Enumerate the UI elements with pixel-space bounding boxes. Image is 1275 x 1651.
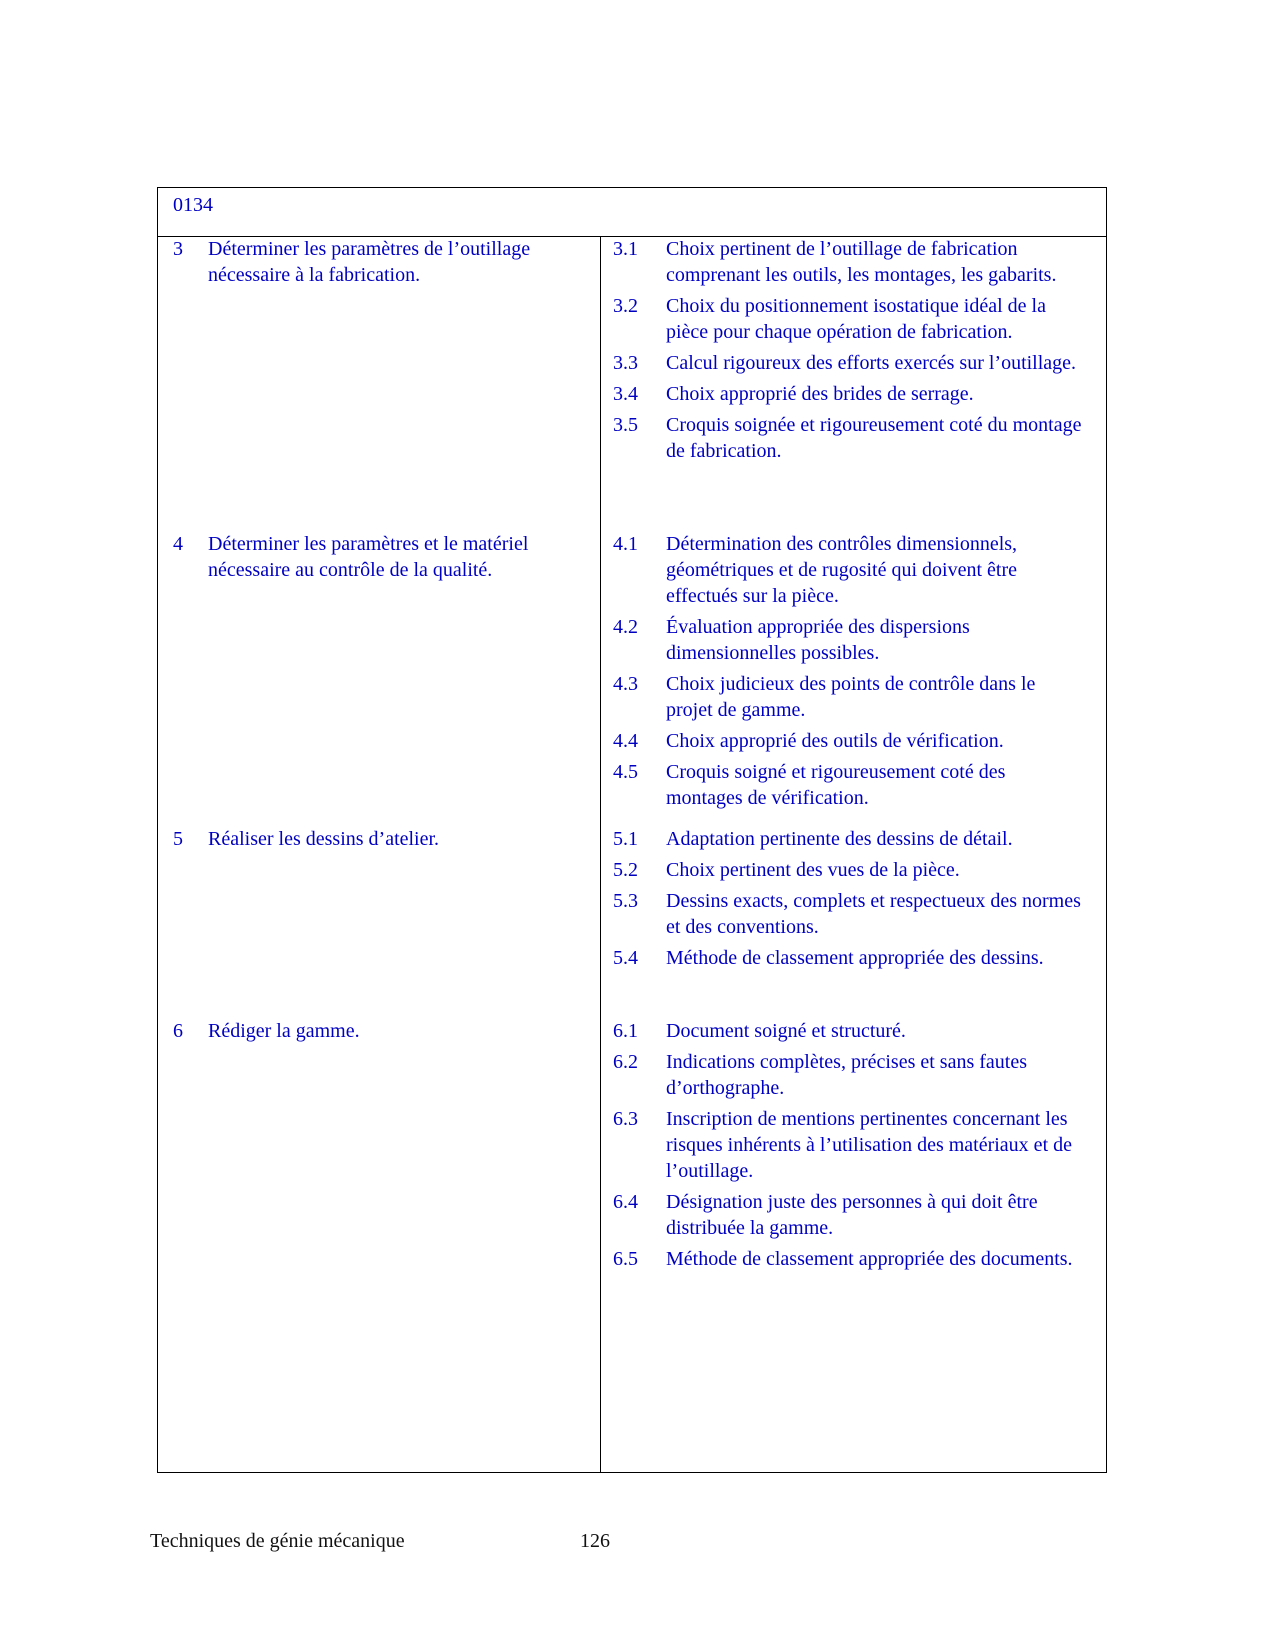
criterion-text: Choix pertinent de l’outillage de fabrication comprenant les outils, les montages, les gabarits. [666, 238, 1057, 286]
footer-page-number: 126 [580, 1530, 610, 1552]
element-title: Déterminer les paramètres et le matériel nécessaire au contrôle de la qualité. [208, 533, 529, 581]
criterion-text: Choix du positionnement isostatique idéal de la pièce pour chaque opération de fabrication. [666, 295, 1046, 343]
criterion-text: Choix judicieux des points de contrôle dans le projet de gamme. [666, 673, 1036, 721]
criterion-number: 5.1 [613, 828, 638, 850]
criterion-number: 3.1 [613, 238, 638, 260]
criterion-number: 4.2 [613, 616, 638, 638]
criterion [613, 350, 1083, 376]
criterion-text: Document soigné et structuré. [666, 1020, 906, 1042]
criterion [613, 826, 1083, 852]
criterion-number: 4.4 [613, 730, 638, 752]
criterion-text: Choix approprié des brides de serrage. [666, 383, 974, 405]
criterion-number: 4.1 [613, 533, 638, 555]
criterion-text: Indications complètes, précises et sans fautes d’orthographe. [666, 1051, 1027, 1099]
criterion-number: 3.4 [613, 383, 638, 405]
competency-table [157, 187, 1107, 1473]
criterion-number: 4.3 [613, 673, 638, 695]
element-4 [173, 531, 583, 583]
column-divider [600, 236, 601, 1472]
element-5 [173, 826, 583, 852]
criterion-text: Méthode de classement appropriée des documents. [666, 1248, 1073, 1270]
criterion-text: Adaptation pertinente des dessins de détail. [666, 828, 1013, 850]
criterion-text: Croquis soignée et rigoureusement coté du montage de fabrication. [666, 414, 1082, 462]
criterion [613, 1246, 1083, 1272]
criterion-number: 6.1 [613, 1020, 638, 1042]
criterion-text: Dessins exacts, complets et respectueux des normes et des conventions. [666, 890, 1081, 938]
footer-program: Techniques de génie mécanique [150, 1530, 405, 1552]
criterion [613, 1106, 1083, 1184]
criterion [613, 728, 1083, 754]
criterion-text: Calcul rigoureux des efforts exercés sur l’outillage. [666, 352, 1077, 374]
criteria-group-6 [613, 1018, 1083, 1277]
competency-code: 0134 [173, 194, 213, 216]
criterion-number: 6.2 [613, 1051, 638, 1073]
criterion [613, 1049, 1083, 1101]
criterion [613, 531, 1083, 609]
criterion-number: 3.2 [613, 295, 638, 317]
criterion [613, 293, 1083, 345]
criterion [613, 888, 1083, 940]
criterion-text: Évaluation appropriée des dispersions dimensionnelles possibles. [666, 616, 970, 664]
criterion-text: Croquis soigné et rigoureusement coté des montages de vérification. [666, 761, 1006, 809]
criterion-number: 6.4 [613, 1191, 638, 1213]
criterion [613, 1018, 1083, 1044]
criterion-text: Détermination des contrôles dimensionnels, géométriques et de rugosité qui doivent être effectués sur la pièce. [666, 533, 1018, 607]
criterion-text: Désignation juste des personnes à qui doit être distribuée la gamme. [666, 1191, 1038, 1239]
criterion-number: 3.5 [613, 414, 638, 436]
criterion [613, 671, 1083, 723]
criterion [613, 236, 1083, 288]
criterion [613, 1189, 1083, 1241]
criterion-number: 6.5 [613, 1248, 638, 1270]
criteria-group-3 [613, 236, 1083, 469]
criteria-group-5 [613, 826, 1083, 976]
criterion [613, 857, 1083, 883]
element-6 [173, 1018, 583, 1044]
criterion [613, 945, 1083, 971]
criterion-number: 6.3 [613, 1108, 638, 1130]
criterion [613, 412, 1083, 464]
criterion [613, 381, 1083, 407]
criterion-text: Choix pertinent des vues de la pièce. [666, 859, 960, 881]
element-number: 4 [173, 533, 183, 555]
element-3 [173, 236, 583, 288]
criteria-group-4 [613, 531, 1083, 816]
criterion-number: 5.2 [613, 859, 638, 881]
criterion [613, 759, 1083, 811]
element-title: Rédiger la gamme. [208, 1020, 360, 1042]
criterion-number: 4.5 [613, 761, 638, 783]
criterion-text: Inscription de mentions pertinentes concernant les risques inhérents à l’utilisation des matériaux et de l’outillage. [666, 1108, 1072, 1182]
table-header [158, 188, 1106, 237]
criterion-number: 3.3 [613, 352, 638, 374]
element-title: Réaliser les dessins d’atelier. [208, 828, 440, 850]
criterion-text: Choix approprié des outils de vérification. [666, 730, 1004, 752]
element-number: 6 [173, 1020, 183, 1042]
element-number: 3 [173, 238, 183, 260]
element-title: Déterminer les paramètres de l’outillage nécessaire à la fabrication. [208, 238, 531, 286]
criterion [613, 614, 1083, 666]
element-number: 5 [173, 828, 183, 850]
criterion-text: Méthode de classement appropriée des dessins. [666, 947, 1044, 969]
criterion-number: 5.3 [613, 890, 638, 912]
criterion-number: 5.4 [613, 947, 638, 969]
